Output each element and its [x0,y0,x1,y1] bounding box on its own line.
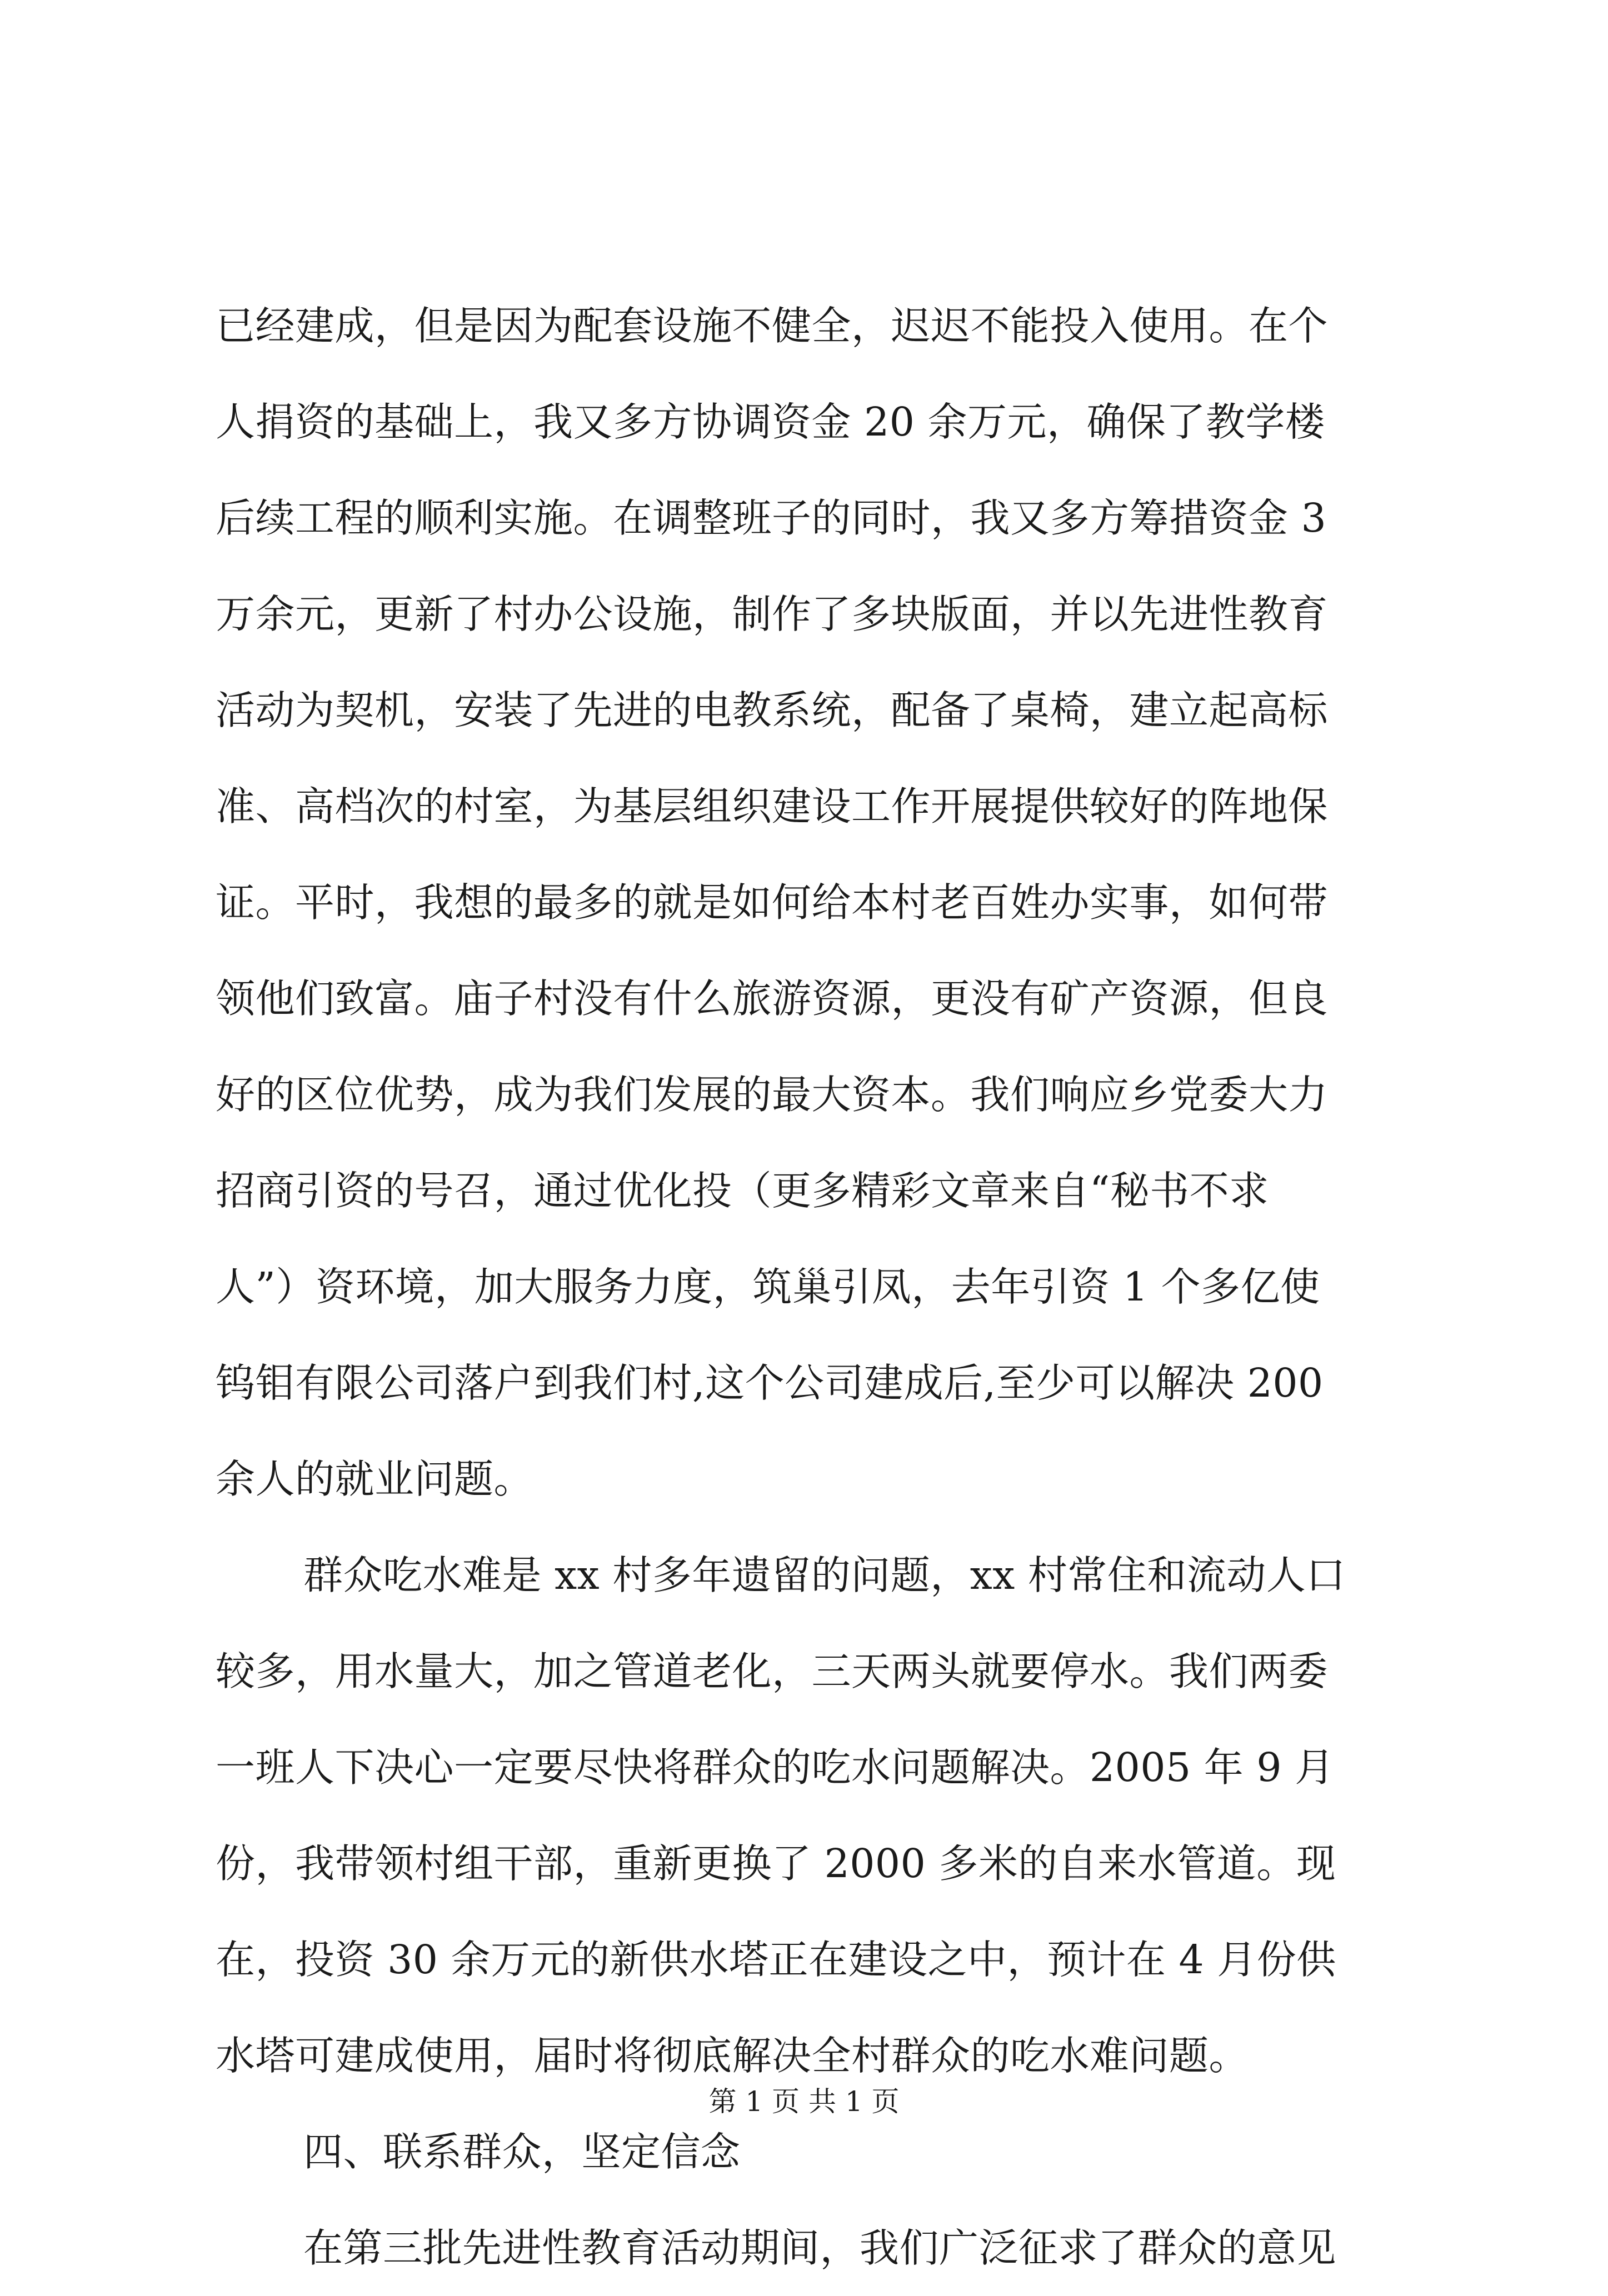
document-body [216,278,1392,2296]
text-line: 钨钼有限公司落户到我们村,这个公司建成后,至少可以解决 200 [216,1360,1324,1406]
text-line: 准、高档次的村室，为基层组织建设工作开展提供较好的阵地保 [216,783,1329,829]
paragraph-first-line: 在第三批先进性教育活动期间，我们广泛征求了群众的意见 [303,2225,1337,2271]
text-line: 证。平时，我想的最多的就是如何给本村老百姓办实事，如何带 [216,879,1329,926]
text-line: 人捐资的基础上，我又多方协调资金 20 余万元，确保了教学楼 [216,399,1325,445]
text-line: 水塔可建成使用，届时将彻底解决全村群众的吃水难问题。 [216,2033,1249,2079]
text-line: 领他们致富。庙子村没有什么旅游资源，更没有矿产资源，但良 [216,976,1329,1022]
text-line: 一班人下决心一定要尽快将群众的吃水问题解决。2005 年 9 月 [216,1744,1335,1790]
text-line: 万余元，更新了村办公设施，制作了多块版面，并以先进性教育 [216,591,1329,637]
text-line: 招商引资的号召，通过优化投（更多精彩文章来自“秘书不求 [216,1168,1269,1214]
text-line: 好的区位优势，成为我们发展的最大资本。我们响应乡党委大力 [216,1072,1329,1118]
text-line: 后续工程的顺利实施。在调整班子的同时，我又多方筹措资金 3 [216,495,1327,541]
text-line: 在，投资 30 余万元的新供水塔正在建设之中，预计在 4 月份供 [216,1937,1336,1983]
text-line: 已经建成，但是因为配套设施不健全，迟迟不能投入使用。在个 [216,303,1329,349]
text-line: 活动为契机，安装了先进的电教系统，配备了桌椅，建立起高标 [216,687,1329,733]
paragraph-first-line: 群众吃水难是 xx 村多年遗留的问题，xx 村常住和流动人口 [303,1552,1346,1598]
text-line: 较多，用水量大，加之管道老化，三天两头就要停水。我们两委 [216,1648,1329,1694]
section-heading: 四、联系群众，坚定信念 [303,2129,741,2175]
page-footer: 第 1 页 共 1 页 [708,2085,900,2118]
text-line: 人”）资环境，加大服务力度，筑巢引凤，去年引资 1 个多亿使 [216,1264,1320,1310]
text-line: 余人的就业问题。 [216,1456,534,1502]
text-line: 份，我带领村组干部，重新更换了 2000 多米的自来水管道。现 [216,1840,1336,1887]
